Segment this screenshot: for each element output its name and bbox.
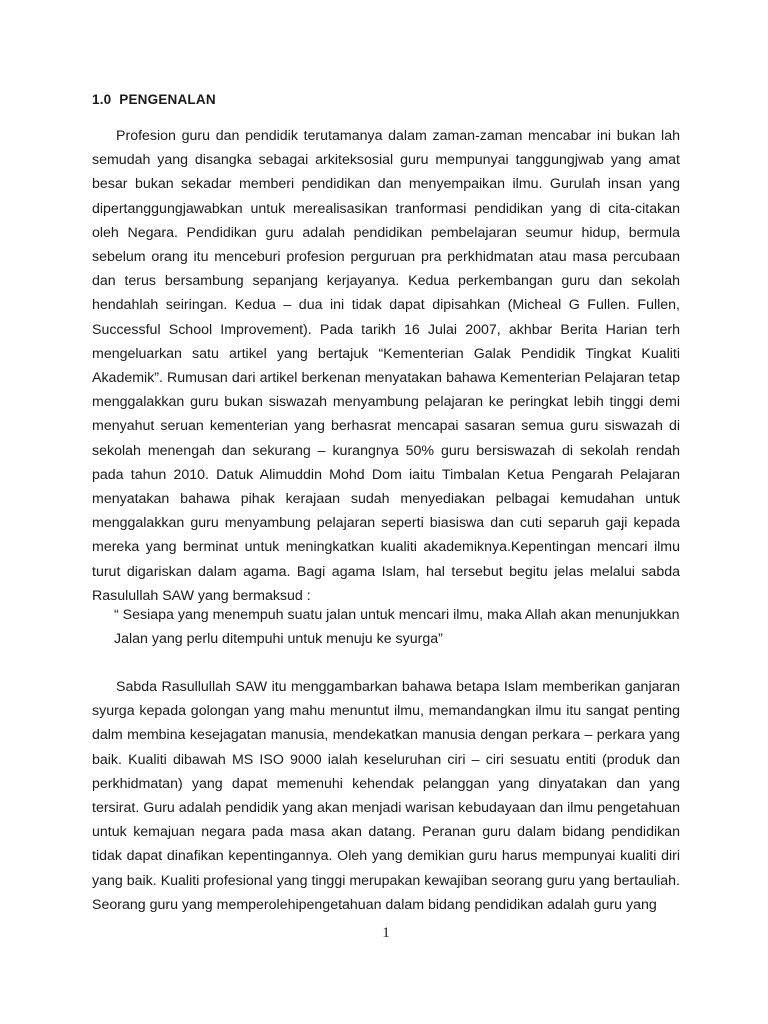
- paragraph-continuation: Sabda Rasullullah SAW itu menggambarkan bahawa betapa Islam memberikan ganjaran syurga kepada golongan yang mahu menuntut ilmu, memandangkan ilmu itu sangat penting dalm membina kesejagatan manusia, mendekatkan manusia dengan perkara – perkara yang baik. Kualiti dibawah MS ISO 9000 ialah keseluruhan ciri – ciri sesuatu entiti (produk dan perkhidmatan) yang dapat memenuhi kehendak pelanggan yang dinyatakan dan yang tersirat. Guru adalah pendidik yang akan menjadi warisan kebudayaan dan ilmu pengetahuan untuk kemajuan negara pada masa akan datang. Peranan guru dalam bidang pendidikan tidak dapat dinafikan kepentingannya. Oleh yang demikian guru harus mempunyai kualiti diri yang baik. Kualiti profesional yang tinggi merupakan kewajiban seorang guru yang bertauliah. Seorang guru yang memperolehipengetahuan dalam bidang pendidikan adalah guru yang: [92, 679, 680, 913]
- page-number: 1: [382, 925, 390, 941]
- section-heading: 1.0 PENGENALAN: [92, 92, 216, 107]
- hadith-quote: “ Sesiapa yang menempuh suatu jalan untuk mencari ilmu, maka Allah akan menunjukkan Jalan yang perlu ditempuhi untuk menuju ke syurga”: [114, 607, 680, 648]
- paragraph-introduction: Profesion guru dan pendidik terutamanya dalam zaman-zaman mencabar ini bukan lah semudah yang disangka sebagai arkiteksosial guru mempunyai tanggungjwab yang amat besar bukan sekadar memberi pendidikan dan menyempaikan ilmu. Gurulah insan yang dipertanggungjawabkan untuk merealisasikan tranformasi pendidikan yang di cita-citakan oleh Negara. Pendidikan guru adalah pendidikan pembelajaran seumur hidup, bermula sebelum orang itu menceburi profesion perguruan pra perkhidmatan atau masa percubaan dan terus bersambung sepanjang kerjayanya. Kedua perkembangan guru dan sekolah hendahlah seiringan. Kedua – dua ini tidak dapat dipisahkan (Micheal G Fullen. Fullen, Successful School Improvement). Pada tarikh 16 Julai 2007, akhbar Berita Harian terh mengeluarkan satu artikel yang bertajuk “Kementerian Galak Pendidik Tingkat Kualiti Akademik”. Rumusan dari artikel berkenan menyatakan bahawa Kementerian Pelajaran tetap menggalakkan guru bukan siswazah menyambung pelajaran ke peringkat lebih tinggi demi menyahut seruan kementerian yang berhasrat mencapai sasaran semua guru siswazah di sekolah menengah dan sekurang – kurangnya 50% guru bersiswazah di sekolah rendah pada tahun 2010. Datuk Alimuddin Mohd Dom iaitu Timbalan Ketua Pengarah Pelajaran menyatakan bahawa pihak kerajaan sudah menyediakan pelbagai kemudahan untuk menggalakkan guru menyambung pelajaran seperti biasiswa dan cuti separuh gaji kepada mereka yang berminat untuk meningkatkan kualiti akademiknya.Kepentingan mencari ilmu turut digariskan dalam agama. Bagi agama Islam, hal tersebut begitu jelas melalui sabda Rasulullah SAW yang bermaksud :: [92, 128, 680, 604]
